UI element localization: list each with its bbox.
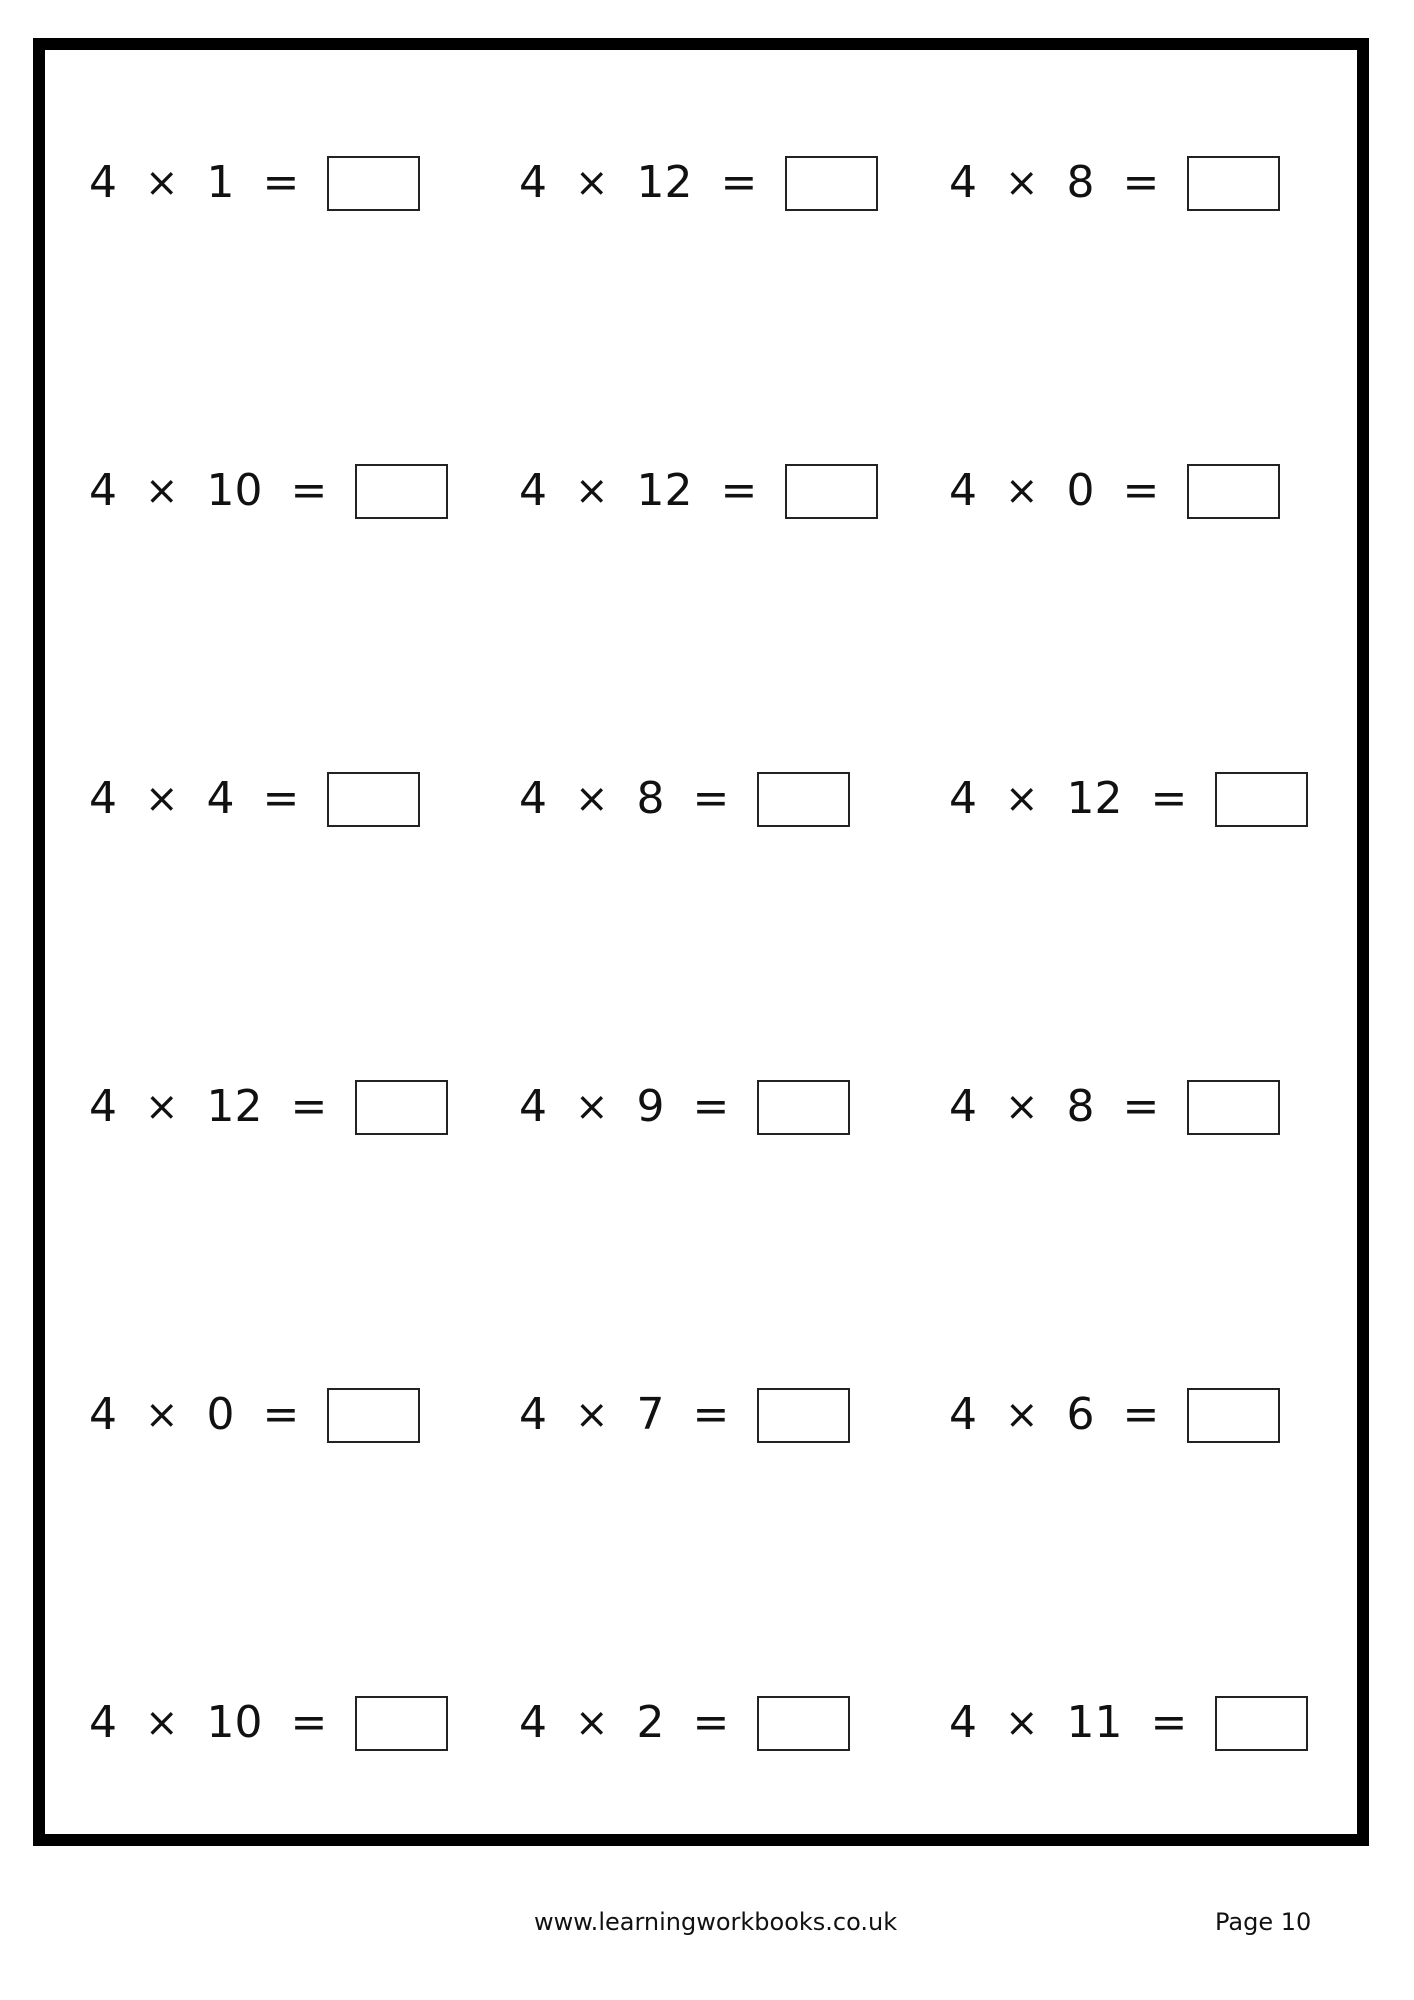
- problem-3-2: [519, 769, 850, 829]
- operand-b: 2: [636, 1697, 665, 1748]
- operand-b: 8: [636, 773, 665, 824]
- multiply-sign: ×: [575, 776, 609, 822]
- equals-sign: =: [1150, 1697, 1188, 1748]
- problem-1-1: [89, 153, 420, 213]
- operand-a: 4: [949, 465, 977, 516]
- operand-a: 4: [519, 1697, 547, 1748]
- multiply-sign: ×: [575, 468, 609, 514]
- problem-2-3: [949, 461, 1280, 521]
- operand-b: 6: [1066, 1389, 1095, 1440]
- answer-box[interactable]: [1187, 1080, 1280, 1135]
- equals-sign: =: [290, 1081, 328, 1132]
- operand-b: 10: [206, 465, 263, 516]
- answer-box[interactable]: [785, 464, 878, 519]
- operand-a: 4: [89, 465, 117, 516]
- answer-box[interactable]: [355, 464, 448, 519]
- equals-sign: =: [720, 465, 758, 516]
- answer-box[interactable]: [1187, 1388, 1280, 1443]
- problem-row-5: [89, 1385, 1349, 1445]
- problem-row-4: [89, 1077, 1349, 1137]
- multiply-sign: ×: [145, 1700, 179, 1746]
- operand-a: 4: [519, 157, 547, 208]
- operand-a: 4: [89, 1389, 117, 1440]
- problem-6-2: [519, 1693, 850, 1753]
- equals-sign: =: [692, 1081, 730, 1132]
- equals-sign: =: [290, 1697, 328, 1748]
- answer-box[interactable]: [355, 1080, 448, 1135]
- multiply-sign: ×: [145, 1392, 179, 1438]
- multiply-sign: ×: [145, 468, 179, 514]
- answer-box[interactable]: [327, 156, 420, 211]
- problem-row-1: [89, 153, 1349, 213]
- answer-box[interactable]: [1187, 156, 1280, 211]
- worksheet-frame: [33, 38, 1369, 1846]
- operand-b: 9: [636, 1081, 665, 1132]
- operand-b: 12: [636, 465, 693, 516]
- problem-5-1: [89, 1385, 420, 1445]
- operand-b: 8: [1066, 157, 1095, 208]
- problem-3-1: [89, 769, 420, 829]
- operand-a: 4: [949, 157, 977, 208]
- operand-b: 0: [206, 1389, 235, 1440]
- multiply-sign: ×: [1005, 776, 1039, 822]
- equals-sign: =: [1122, 157, 1160, 208]
- equals-sign: =: [720, 157, 758, 208]
- equals-sign: =: [1150, 773, 1188, 824]
- operand-b: 7: [636, 1389, 665, 1440]
- answer-box[interactable]: [1215, 1696, 1308, 1751]
- operand-b: 11: [1066, 1697, 1123, 1748]
- operand-a: 4: [89, 1697, 117, 1748]
- problem-6-1: [89, 1693, 448, 1753]
- problem-2-1: [89, 461, 448, 521]
- equals-sign: =: [692, 773, 730, 824]
- problem-4-2: [519, 1077, 850, 1137]
- equals-sign: =: [290, 465, 328, 516]
- problem-grid: [89, 50, 1349, 1834]
- multiply-sign: ×: [575, 1392, 609, 1438]
- multiply-sign: ×: [1005, 1084, 1039, 1130]
- operand-b: 12: [1066, 773, 1123, 824]
- problem-4-1: [89, 1077, 448, 1137]
- problem-row-2: [89, 461, 1349, 521]
- answer-box[interactable]: [785, 156, 878, 211]
- answer-box[interactable]: [757, 1080, 850, 1135]
- operand-a: 4: [949, 773, 977, 824]
- operand-a: 4: [89, 157, 117, 208]
- equals-sign: =: [692, 1389, 730, 1440]
- equals-sign: =: [1122, 1389, 1160, 1440]
- answer-box[interactable]: [757, 1388, 850, 1443]
- equals-sign: =: [262, 1389, 300, 1440]
- multiply-sign: ×: [1005, 468, 1039, 514]
- operand-a: 4: [89, 1081, 117, 1132]
- multiply-sign: ×: [145, 776, 179, 822]
- operand-b: 10: [206, 1697, 263, 1748]
- multiply-sign: ×: [1005, 1392, 1039, 1438]
- answer-box[interactable]: [1187, 464, 1280, 519]
- answer-box[interactable]: [355, 1696, 448, 1751]
- operand-b: 1: [206, 157, 235, 208]
- multiply-sign: ×: [575, 160, 609, 206]
- answer-box[interactable]: [757, 1696, 850, 1751]
- problem-6-3: [949, 1693, 1308, 1753]
- operand-b: 4: [206, 773, 235, 824]
- operand-b: 8: [1066, 1081, 1095, 1132]
- footer-website-link[interactable]: www.learningworkbooks.co.uk: [534, 1908, 898, 1936]
- answer-box[interactable]: [327, 772, 420, 827]
- operand-a: 4: [519, 1081, 547, 1132]
- multiply-sign: ×: [1005, 1700, 1039, 1746]
- problem-5-3: [949, 1385, 1280, 1445]
- operand-a: 4: [519, 773, 547, 824]
- problem-row-3: [89, 769, 1349, 829]
- multiply-sign: ×: [575, 1084, 609, 1130]
- multiply-sign: ×: [1005, 160, 1039, 206]
- multiply-sign: ×: [145, 1084, 179, 1130]
- multiply-sign: ×: [575, 1700, 609, 1746]
- problem-row-6: [89, 1693, 1349, 1753]
- operand-a: 4: [519, 465, 547, 516]
- operand-b: 12: [206, 1081, 263, 1132]
- operand-a: 4: [949, 1389, 977, 1440]
- operand-b: 12: [636, 157, 693, 208]
- answer-box[interactable]: [327, 1388, 420, 1443]
- equals-sign: =: [1122, 465, 1160, 516]
- problem-5-2: [519, 1385, 850, 1445]
- operand-a: 4: [519, 1389, 547, 1440]
- page-number: Page 10: [1215, 1908, 1312, 1936]
- answer-box[interactable]: [1215, 772, 1308, 827]
- operand-a: 4: [949, 1081, 977, 1132]
- equals-sign: =: [262, 157, 300, 208]
- problem-2-2: [519, 461, 878, 521]
- problem-4-3: [949, 1077, 1280, 1137]
- operand-a: 4: [949, 1697, 977, 1748]
- problem-3-3: [949, 769, 1308, 829]
- operand-a: 4: [89, 773, 117, 824]
- problem-1-3: [949, 153, 1280, 213]
- equals-sign: =: [692, 1697, 730, 1748]
- equals-sign: =: [1122, 1081, 1160, 1132]
- problem-1-2: [519, 153, 878, 213]
- multiply-sign: ×: [145, 160, 179, 206]
- equals-sign: =: [262, 773, 300, 824]
- answer-box[interactable]: [757, 772, 850, 827]
- operand-b: 0: [1066, 465, 1095, 516]
